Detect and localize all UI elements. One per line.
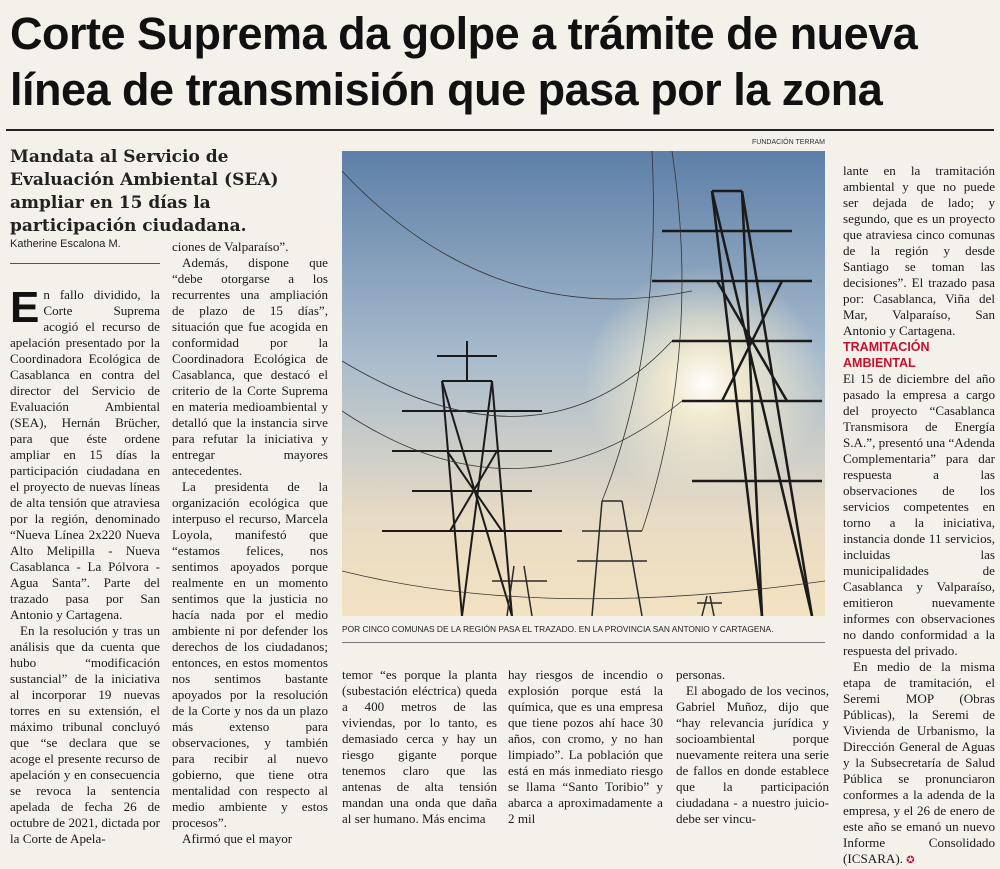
paragraph: Afirmó que el mayor [182,831,293,846]
article-column-1 [10,283,160,847]
paragraph: Además, dispone que “debe otorgarse a los recurrentes una ampliación de plazo de 15 días”, situación que fue acogida en conformidad por la Coordinadora Ecológica de Casablanca, que destacó el criterio de la Corte Suprema en materia medioambiental y detalló que la instancia sirve para refutar la iniciativa y entregar mayores antecedentes. [172,255,328,478]
caption-rule [342,642,825,643]
article-column-3 [843,163,995,869]
subheadline: Mandata al Servicio de Evaluación Ambiental (SEA) ampliar en 15 días la participación ciudadana. [10,147,279,236]
paragraph: En la resolución y tras un análisis que da cuenta que hubo “modificación sustancial” de la iniciativa al incorporar 19 nuevas torres en su extensión, el máximo tribunal concluyó que “se declara que se acoge el presente recurso de apelación y en consecuencia se revoca la sentencia apelada de fecha 26 de octubre de 2021, dictada por la Corte de Apela- [10,623,160,846]
paragraph: temor “es porque la planta (subestación eléctrica) queda a 400 metros de las viviendas, por lo tanto, es demasiado cerca y hay un riesgo gigante porque tenemos claro que las antenas de alta tensión mandan una onda que daña al ser humano. Más encima [342,667,497,826]
headline [10,6,995,118]
headline-line-1: Corte Suprema da golpe a trámite de nueva [10,8,918,59]
section-heading: TRAMITACIÓN AMBIENTAL [843,340,930,370]
article-column-5 [508,667,663,827]
byline: Katherine Escalona M. [10,238,121,250]
paragraph: En medio de la misma etapa de tramitación, el Seremi MOP (Obras Públicas), la Seremi de Vivienda de Urbanismo, la Dirección General de Aguas y la Subsecretaría de Salud Pública se pronunciaron conformes a la adenda de la empresa, y el 26 de enero de este año se emanó un nuevo Informe Consolidado (ICSARA). ✪ [843,659,995,866]
paragraph: personas. [676,667,726,682]
paragraph: n fallo dividido, la Corte Suprema acogió el recurso de apelación presentado por la Coordinadora Ecológica de Casablanca en contra del director del Servicio de Evaluación Ambiental (SEA), Hernán Brücher, para que éste ordene ampliar en 15 días la participación ciudadana en el proyecto de nuevas líneas de alta tensión que atraviesa por la región, denominado “Nueva Línea 2x220 Nueva Alto Melipilla - Nueva Casablanca - La Pólvora - Agua Santa”. Parte del trazado pasa por San Antonio y Cartagena. [10,287,160,622]
paragraph: hay riesgos de incendio o explosión porque está la química, que es una empresa que tiene pozos ahí hace 30 años, con cromo, y no han limpiado”. La población que está en más inmediato riesgo se llama “Santo Toribio” y abarca a aproximadamente a 2 mil [508,667,663,826]
drop-cap: E [10,283,40,332]
paragraph: La presidenta de la organización ecológica que interpuso el recurso, Marcela Loyola, manifestó que “estamos felices, nos sentimos apoyados porque realmente en un momento sentimos que la justicia no hacía nada por el medio ambiente ni por defender los derechos de los ciudadanos; entonces, en estos momentos nos sentimos bastante apoyados por la resolución de la Corte y nos da un plazo más extenso para observaciones, y también para recibir al nuevo gobierno, que tiene otra mentalidad con respecto al medio ambiente y estos procesos”. [172,479,328,830]
paragraph: El abogado de los vecinos, Gabriel Muñoz, dijo que “hay relevancia jurídica y socioambiental porque nuevamente reitera una serie de fallos en donde establece que la participación ciudadana - a nuestro juicio- debe ser vincu- [676,683,829,826]
transmission-towers-photo [342,151,825,616]
headline-line-2: línea de transmisión que pasa por la zona [10,64,883,115]
paragraph: lante en la tramitación ambiental y que no puede ser dejada de lado; y segundo, que es un proyecto que atraviesa cinco comunas de la región y desde Santiago se toman las decisiones”. El trazado pasa por: Casablanca, Viña del Mar, Valparaíso, San Antonio y Cartagena. [843,163,995,338]
article-column-2 [172,239,328,847]
photo-credit: FUNDACIÓN TERRAM [752,139,825,146]
paragraph: El 15 de diciembre del año pasado la empresa a cargo del proyecto “Casablanca Transmisora de Energía S.A.”, presentó una “Adenda Complementaria” para dar respuesta a las observaciones de los servicios competentes en torno a la iniciativa, instancia donde 11 servicios, incluidas las municipalidades de Casablanca y Valparaíso, emitieron nuevamente informes con observaciones no dando conformidad a la respuesta del privado. [843,371,995,658]
photo-caption: POR CINCO COMUNAS DE LA REGIÓN PASA EL TRAZADO. EN LA PROVINCIA SAN ANTONIO Y CARTAGENA. [342,624,774,634]
article-column-4 [342,667,497,827]
end-mark-icon: ✪ [906,855,915,866]
byline-rule [10,263,160,264]
article-column-6 [676,667,829,827]
headline-rule [6,129,994,131]
paragraph: ciones de Valparaíso”. [172,239,289,254]
